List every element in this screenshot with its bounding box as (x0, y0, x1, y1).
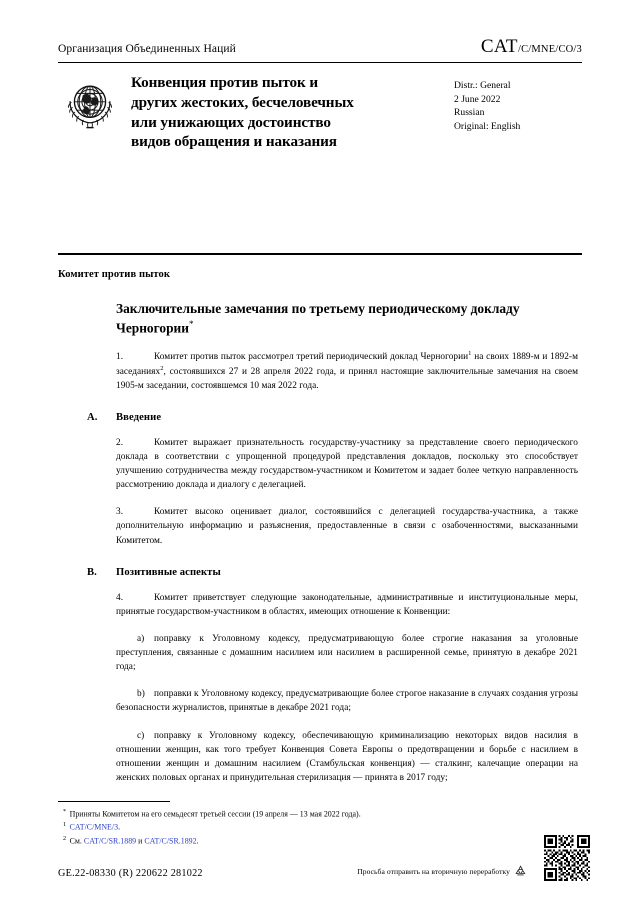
subparagraph-letter: c) (137, 730, 145, 741)
qr-code (544, 835, 590, 881)
document-symbol-suffix: /C/MNE/CO/3 (517, 44, 582, 55)
document-symbol-main: CAT (480, 36, 518, 57)
paragraph-1 (116, 350, 578, 392)
paragraph-number: 2. (116, 437, 124, 448)
footnote-asterisk (63, 807, 582, 820)
document-title (116, 300, 552, 337)
footnote-link-1892[interactable]: CAT/C/SR.1892 (144, 836, 197, 846)
distribution-block (454, 73, 582, 133)
paragraph-text-c: , состоявшихся 27 и 28 апреля 2022 года, и принял настоящие заключительные замечания на своем 1905-м заседании, состоявшемся 10 мая 2022 года. (116, 366, 578, 391)
title-block (58, 63, 582, 177)
footnote-text-a: См. (69, 836, 84, 846)
paragraph-4 (116, 591, 578, 619)
recycle-text: Просьба отправить на вторичную переработку (357, 867, 510, 876)
paragraph-text-b: на своих 1889-м и 1892-м заседаниях (116, 352, 578, 377)
footnote-marker: * (63, 807, 67, 815)
paragraph-number: 3. (116, 507, 124, 518)
convention-title-line-3: или унижающих достоинство (131, 113, 331, 131)
subparagraph-letter: a) (137, 633, 145, 644)
masthead (58, 0, 582, 255)
footnote-separator (58, 801, 170, 802)
section-title: Введение (116, 411, 162, 423)
section-letter: A. (87, 411, 98, 423)
subparagraph-text: поправку к Уголовному кодексу, обеспечивающую криминализацию некоторых видов насилия в отношении женщин, как того требует Конвенция Совета Европы о предотвращении и борьбе с насилием в отношении женщин и домашним насилием (Стамбульская конвенция) — сталкинг, калечащие операции на женских половых органах и принудительная стерилизация — принята в 2017 году; (116, 730, 578, 783)
document-title-footnote-marker: * (188, 318, 194, 329)
paragraph-2 (116, 436, 578, 493)
subparagraph-letter: b) (137, 689, 145, 700)
subparagraph-a (116, 632, 578, 674)
convention-title (120, 73, 454, 152)
section-heading-b (87, 567, 582, 578)
paragraph-text-a: Комитет против пыток рассмотрел третий периодический доклад Черногории (154, 352, 469, 363)
distribution-original: Original: English (454, 120, 521, 132)
subparagraph-text: поправки к Уголовному кодексу, предусматривающие более строгое наказание в случаях создания угрозы безопасности журналистов, принятые в декабре 2021 года; (116, 689, 578, 714)
section-letter: B. (87, 566, 97, 578)
recycle-notice (357, 864, 528, 881)
convention-title-line-1: Конвенция против пыток и (131, 74, 318, 91)
ge-code: GE.22-08330 (R) 220622 281022 (58, 868, 203, 879)
footnote-1 (63, 820, 582, 833)
distribution-date: 2 June 2022 (454, 93, 501, 105)
organization-name: Организация Объединенных Наций (58, 43, 236, 55)
footnote-ref-2[interactable]: 2 (160, 364, 164, 372)
footnote-text: Приняты Комитетом на его семьдесят третьей сессии (19 апреля — 13 мая 2022 года). (69, 809, 361, 819)
footnote-text-c: . (196, 836, 199, 846)
paragraph-text: Комитет приветствует следующие законодательные, административные и институциональные меры, принятые государством-участником в областях, имеющих отношение к Конвенции: (116, 592, 578, 617)
footnote-text-b: и (136, 836, 145, 846)
footnote-marker: 1 (63, 821, 67, 829)
paragraph-text: Комитет высоко оценивает диалог, состоявшийся с делегацией государства-участника, а также дополнительную информацию и разъяснения, предоставленные в связи с озабоченностями, высказанными Комитетом. (116, 507, 578, 546)
page-footer (58, 835, 590, 881)
masthead-bottom-rule (58, 253, 582, 255)
un-emblem (60, 76, 120, 136)
footnote-link[interactable]: CAT/C/MNE/3 (69, 822, 119, 832)
footnote-link-1889[interactable]: CAT/C/SR.1889 (83, 836, 137, 846)
paragraph-text: Комитет выражает признательность государству-участнику за представление своего периодического доклада в соответствии с упрощенной процедурой представления докладов, поскольку это способствует улучшению сотрудничества между государством-участником и Комитетом и задает более четкую направленность рассмотрению доклада и диалогу с делегацией. (116, 437, 578, 491)
subparagraph-c (116, 729, 578, 786)
document-title-text: Заключительные замечания по третьему периодическому докладу Черногории (116, 301, 520, 336)
convention-title-line-4: видов обращения и наказания (131, 133, 337, 151)
footnote-text: . (118, 822, 121, 832)
distribution-type: Distr.: General (454, 80, 511, 91)
footnote-marker: 2 (63, 834, 67, 842)
subparagraph-text: поправку к Уголовному кодексу, предусматривающую более строгие наказания за уголовные преступления, связанные с домашним насилием или насилием в расширенной семье, принятую в декабре 2021 года; (116, 633, 578, 673)
section-heading-a (87, 412, 582, 423)
recycle-icon (513, 864, 528, 879)
paragraph-3 (116, 505, 578, 547)
section-title: Позитивные аспекты (116, 566, 221, 578)
paragraph-number: 4. (116, 592, 124, 603)
subparagraph-b (116, 687, 578, 715)
footnote-ref-1[interactable]: 1 (468, 350, 472, 358)
symbol-row (58, 36, 582, 61)
committee-name: Комитет против пыток (58, 269, 171, 280)
convention-title-line-2: других жестоких, бесчеловечных (131, 93, 354, 111)
paragraph-number: 1. (116, 352, 124, 363)
distribution-language: Russian (454, 107, 485, 119)
document-symbol (481, 36, 582, 58)
